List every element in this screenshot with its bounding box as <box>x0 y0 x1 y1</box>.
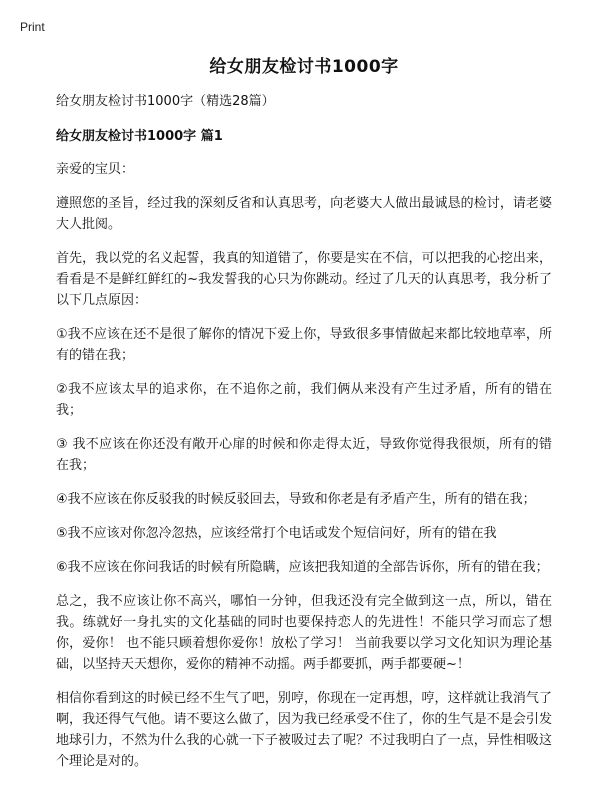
paragraph: ①我不应该在还不是很了解你的情况下爱上你，导致很多事情做起来都比较地草率，所有的错在我； <box>56 327 552 363</box>
paragraph: ④我不应该在你反驳我的时候反驳回去，导致和你老是有矛盾产生，所有的错在我； <box>56 492 536 507</box>
paragraph: ⑥我不应该在你问我话的时候有所隐瞒，应该把我知道的全部告诉你，所有的错在我； <box>56 560 549 575</box>
print-label: Print <box>20 20 45 34</box>
paragraph: 总之，我不应该让你不高兴，哪怕一分钟，但我还没有完全做到这一点，所以，错在我。练就好一身扎实的文化基础的同时也要保持恋人的先进性！不能只学习而忘了想你，爱你！ 也不能只顾着想你爱你！放松了学习！ 当前我要以学习文化知识为理论基础，以坚持天天想你，爱你的精神不动摇。两手都要抓，两手都要硬~！ <box>56 594 552 672</box>
paragraph: ②我不应该太早的追求你，在不追你之前，我们俩从来没有产生过矛盾，所有的错在我； <box>56 382 552 418</box>
paragraph: 首先，我以党的名义起誓，我真的知道错了，你要是实在不信，可以把我的心挖出来，看看是不是鲜红鲜红的~我发誓我的心只为你跳动。经过了几天的认真思考，我分析了以下几点原因： <box>56 251 552 308</box>
document-subtitle: 给女朋友检讨书1000字（精选28篇） <box>56 94 275 109</box>
paragraph: 相信你看到这的时候已经不生气了吧，别哼，你现在一定再想，哼，这样就让我消气了啊，我还得气气他。请不要这么做了，因为我已经承受不住了，你的生气是不是会引发地球引力，不然为什么我的心就一下子被吸过去了呢？不过我明白了一点，异性相吸这个理论是对的。 <box>56 691 552 769</box>
document-body <box>56 52 552 785</box>
paragraph: ⑤我不应该对你忽冷忽热，应该经常打个电话或发个短信问好，所有的错在我 <box>56 526 497 541</box>
document-title: 给女朋友检讨书1000字 <box>209 57 399 77</box>
paragraph-salutation: 亲爱的宝贝： <box>56 162 135 177</box>
paragraph: 遵照您的圣旨，经过我的深刻反省和认真思考，向老婆大人做出最诚恳的检讨，请老婆大人批阅。 <box>56 196 552 232</box>
paragraph: ③ 我不应该在你还没有敞开心扉的时候和你走得太近，导致你觉得我很烦，所有的错在我； <box>56 437 552 473</box>
section-heading: 给女朋友检讨书1000字 篇1 <box>56 129 223 144</box>
